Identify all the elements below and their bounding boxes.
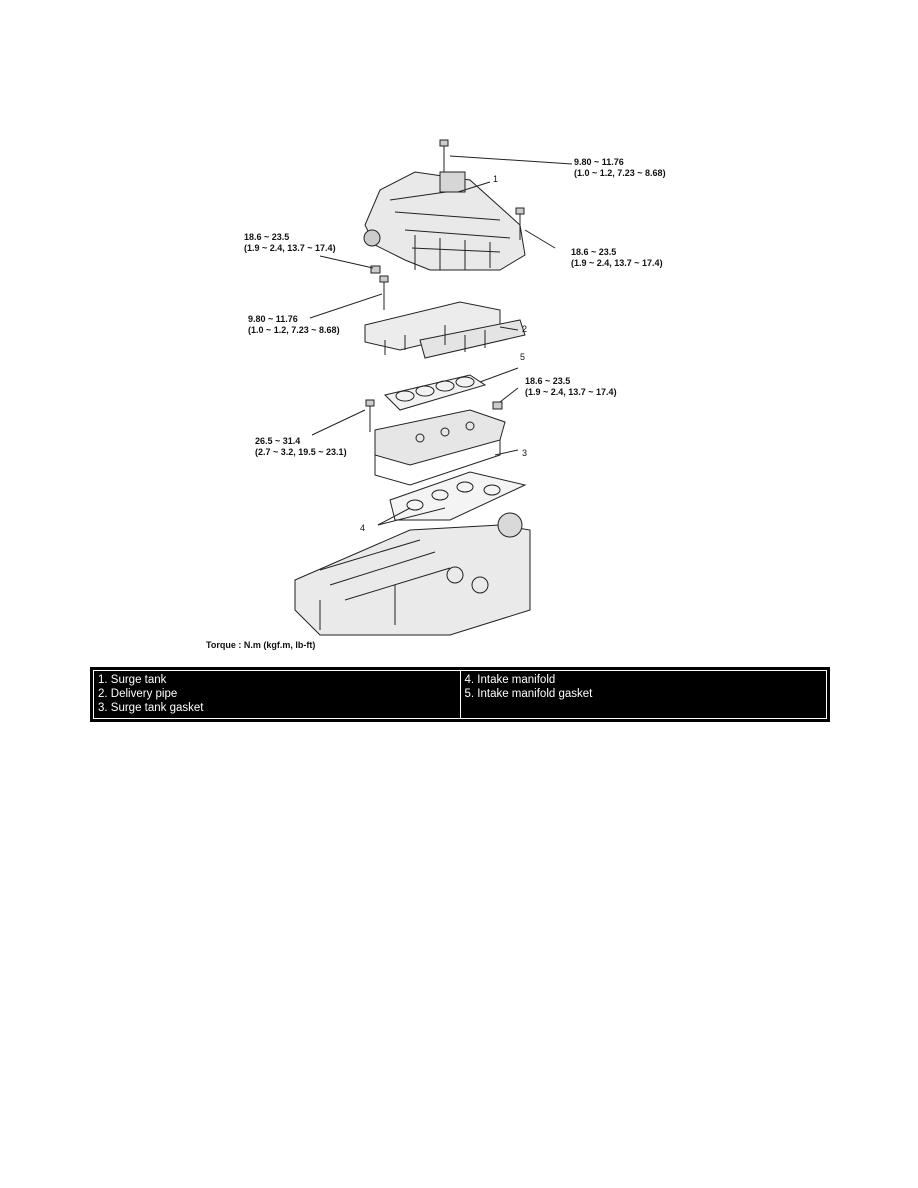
torque-label — [571, 247, 663, 269]
legend-inner — [93, 670, 827, 719]
torque-conversion: (1.9 ~ 2.4, 13.7 ~ 17.4) — [525, 387, 617, 397]
legend-item: 1. Surge tank — [98, 674, 167, 686]
callout-number: 3 — [522, 448, 528, 458]
torque-conversion: (2.7 ~ 3.2, 19.5 ~ 23.1) — [255, 447, 347, 457]
legend-item: 4. Intake manifold — [464, 674, 556, 686]
engine-block-drawing — [295, 513, 530, 635]
torque-value: 18.6 ~ 23.5 — [525, 376, 571, 386]
torque-label — [255, 436, 347, 458]
surge-tank-gasket-drawing — [390, 472, 525, 520]
parts-legend-table — [90, 667, 830, 722]
torque-label — [574, 157, 666, 179]
torque-value: 26.5 ~ 31.4 — [255, 436, 301, 446]
torque-conversion: (1.9 ~ 2.4, 13.7 ~ 17.4) — [571, 258, 663, 268]
callout-number: 4 — [360, 523, 366, 533]
legend-column-right — [460, 671, 827, 718]
callout-number: 1 — [493, 174, 499, 184]
intake-manifold-drawing — [375, 410, 505, 485]
legend-item: 5. Intake manifold gasket — [464, 688, 593, 700]
callout-number: 2 — [522, 324, 528, 334]
torque-unit-note: Torque : N.m (kgf.m, lb-ft) — [206, 640, 316, 650]
callout-number: 5 — [520, 352, 526, 362]
legend-item: 3. Surge tank gasket — [98, 702, 204, 714]
bolt-icon — [366, 400, 374, 432]
bolt-icon — [380, 276, 388, 310]
exploded-intake-diagram — [200, 130, 666, 655]
manifold-gasket-drawing — [385, 375, 485, 410]
nut-icon — [371, 266, 380, 273]
legend-column-left — [94, 671, 460, 718]
torque-conversion: (1.0 ~ 1.2, 7.23 ~ 8.68) — [574, 168, 666, 178]
surge-tank-drawing — [364, 172, 525, 270]
torque-value: 9.80 ~ 11.76 — [248, 314, 298, 324]
torque-label — [525, 376, 617, 398]
nut-icon — [493, 402, 502, 409]
delivery-pipe-drawing — [365, 302, 528, 358]
torque-conversion: (1.0 ~ 1.2, 7.23 ~ 8.68) — [248, 325, 340, 335]
torque-value: 9.80 ~ 11.76 — [574, 157, 624, 167]
torque-label — [248, 314, 340, 336]
torque-conversion: (1.9 ~ 2.4, 13.7 ~ 17.4) — [244, 243, 336, 253]
legend-item: 2. Delivery pipe — [98, 688, 178, 700]
torque-label — [244, 232, 336, 254]
torque-value: 18.6 ~ 23.5 — [571, 247, 617, 257]
bolt-icon — [440, 140, 448, 176]
torque-value: 18.6 ~ 23.5 — [244, 232, 290, 242]
